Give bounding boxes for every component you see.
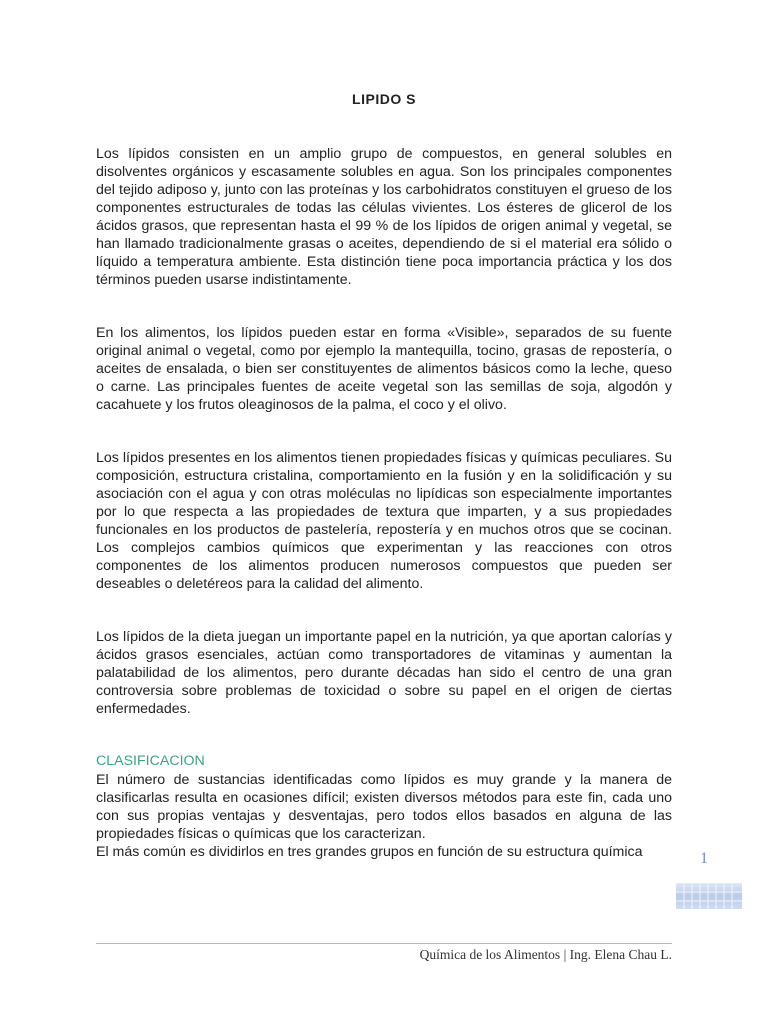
paragraph-classification-method: El más común es dividirlos en tres grandes grupos en función de su estructura química bbox=[96, 844, 643, 860]
page-number: 1 bbox=[700, 850, 708, 867]
paragraph-classification: El número de sustancias identificadas como lípidos es muy grande y la manera de clasificarlas resulta en ocasiones difícil; existen diversos métodos para este fin, cada uno con sus propias ventajas y desventajas, pero todos ellos basados en alguna de las propiedades físicas o químicas que los caracterizan. bbox=[96, 772, 672, 842]
footer-text: Química de los Alimentos | Ing. Elena Chau L. bbox=[419, 947, 672, 962]
section-heading-clasificacion: CLASIFICACION bbox=[96, 753, 205, 769]
page-corner-tab-graphic bbox=[676, 883, 742, 909]
paragraph-nutrition: Los lípidos de la dieta juegan un importante papel en la nutrición, ya que aportan calorías y ácidos grasos esenciales, actúan como transportadores de vitaminas y aumentan la palatabilidad de los alimentos, pero durante décadas han sido el centro de una gran controversia sobre problemas de toxicidad o sobre su papel en el origen de ciertas enfermedades. bbox=[96, 629, 672, 717]
footer-divider bbox=[96, 943, 672, 944]
paragraph-foods: En los alimentos, los lípidos pueden estar en forma «Visible», separados de su fuente original animal o vegetal, como por ejemplo la mantequilla, tocino, grasas de repostería, o aceites de ensalada, o bien ser constituyentes de alimentos básicos como la leche, queso o carne. Las principales fuentes de aceite vegetal son las semillas de soja, algodón y cacahuete y los frutos oleaginosos de la palma, el coco y el olivo. bbox=[96, 325, 672, 413]
paragraph-intro: Los lípidos consisten en un amplio grupo de compuestos, en general solubles en disolventes orgánicos y escasamente solubles en agua. Son los principales componentes del tejido adiposo y, junto con las proteínas y los carbohidratos constituyen el grueso de los componentes estructurales de todas las células vivientes. Los ésteres de glicerol de los ácidos grasos, que representan hasta el 99 % de los lípidos de origen animal y vegetal, se han llamado tradicionalmente grasas o aceites, dependiendo de si el material era sólido o líquido a temperatura ambiente. Esta distinción tiene poca importancia práctica y los dos términos pueden usarse indistintamente. bbox=[96, 146, 672, 288]
page-title: LIPIDO S bbox=[352, 91, 416, 107]
paragraph-properties: Los lípidos presentes en los alimentos tienen propiedades físicas y químicas peculiares. Su composición, estructura cristalina, comportamiento en la fusión y en la solidificación y su asociación con el agua y con otras moléculas no lipídicas son especialmente importantes por lo que respecta a las propiedades de textura que imparten, y a sus propiedades funcionales en los productos de pastelería, repostería y en muchos otros que se cocinan. Los complejos cambios químicos que experimentan y las reacciones con otros componentes de los alimentos producen numerosos compuestos que pueden ser deseables o deletéreos para la calidad del alimento. bbox=[96, 450, 672, 592]
